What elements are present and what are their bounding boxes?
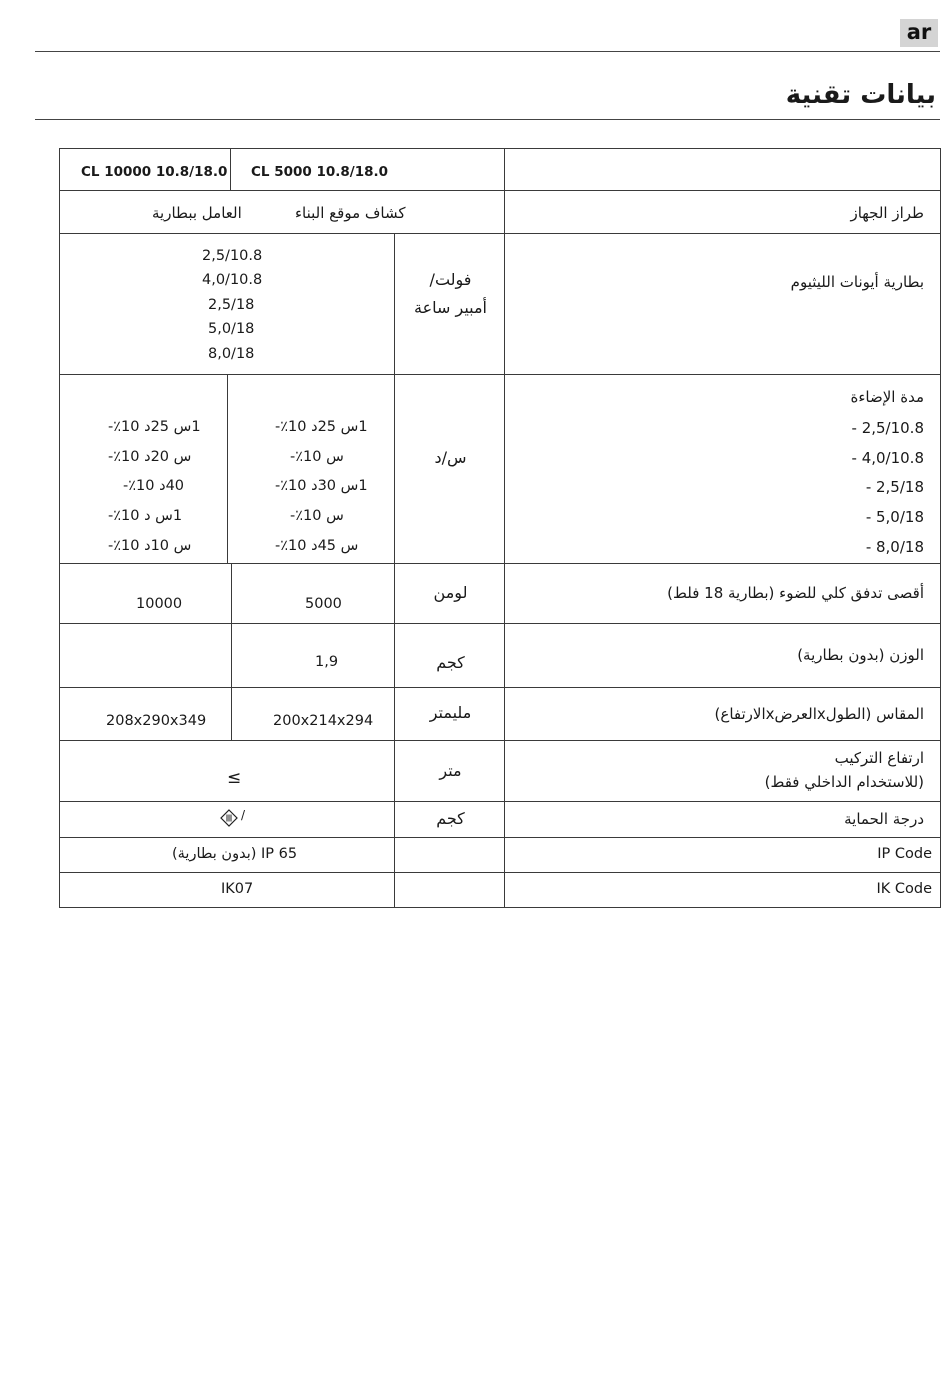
duration-cl10000-4: 1س د 10٪- (108, 508, 183, 524)
ik-code-value-cell (59, 872, 395, 908)
mount-height-label-cell (504, 740, 941, 802)
flux-label: أقصى تدفق كلي للضوء (بطارية 18 فلط) (667, 584, 924, 602)
duration-cl10000-3: 40د 10٪- (123, 478, 185, 494)
protection-value: / (241, 808, 246, 822)
battery-label-cell (504, 233, 941, 375)
dimensions-cl10000-value: 208x290x349 (106, 713, 207, 729)
protection-unit-cell (394, 801, 505, 838)
flux-label-cell (504, 563, 941, 624)
ip-code-label: IP Code (877, 846, 932, 862)
ip-code-value-cell (59, 837, 395, 873)
duration-sub-5: 8,0/18 - (865, 538, 924, 556)
battery-value-3: 2,5/18 (208, 297, 255, 313)
mount-height-unit-cell (394, 740, 505, 802)
ip-code-value: IP 65 (بدون بطارية) (172, 846, 298, 862)
duration-cl5000-4: س 10٪- (290, 508, 344, 524)
ik-code-unit-cell (394, 872, 505, 908)
battery-values-cell (59, 233, 395, 375)
duration-cl10000-cell (59, 374, 228, 564)
duration-sub-3: 2,5/18 - (865, 478, 924, 496)
device-type-label: طراز الجهاز (850, 204, 924, 222)
battery-value-4: 5,0/18 (208, 321, 255, 337)
battery-unit-line1: فولت/ (429, 270, 472, 289)
duration-label-cell (504, 374, 941, 564)
device-type-value-cell (59, 190, 505, 234)
weight-label: الوزن (بدون بطارية) (797, 646, 924, 664)
battery-label: بطارية أيونات الليثيوم (790, 273, 924, 291)
ik-code-label: IK Code (876, 881, 932, 897)
duration-sub-1: 2,5/10.8 - (851, 419, 924, 437)
duration-cl5000-3: 1س 30د 10٪- (275, 478, 368, 494)
duration-cl5000-2: س 10٪- (290, 449, 344, 465)
mount-height-label-line1: ارتفاع التركيب (834, 749, 924, 767)
mount-height-unit: متر (439, 761, 462, 780)
duration-cl5000-5: س 45د 10٪- (275, 538, 359, 554)
protection-value-cell (59, 801, 395, 838)
model-header-cl5000 (230, 148, 505, 191)
protection-label-cell (504, 801, 941, 838)
dimensions-cl5000-cell (231, 687, 395, 741)
dimensions-cl10000-cell (59, 687, 232, 741)
language-badge: ar (900, 19, 938, 47)
page-title: بيانات تقنية (785, 80, 936, 110)
dimensions-cl5000-value: 200x214x294 (273, 713, 374, 729)
battery-unit-line2: أمبير ساعة (414, 298, 487, 317)
weight-cl10000-cell (59, 623, 232, 688)
weight-label-cell (504, 623, 941, 688)
duration-cl10000-2: س 20د 10٪- (108, 449, 192, 465)
mount-height-label-line2: (للاستخدام الداخلي فقط) (764, 773, 924, 791)
battery-value-2: 4,0/10.8 (202, 272, 263, 288)
model-cl5000-label: CL 5000 10.8/18.0 (251, 164, 389, 180)
ip-code-unit-cell (394, 837, 505, 873)
duration-cl10000-5: س 10د 10٪- (108, 538, 192, 554)
duration-cl5000-cell (227, 374, 395, 564)
protection-class-icon (220, 809, 238, 827)
weight-unit-cell (394, 623, 505, 688)
duration-unit-cell (394, 374, 505, 564)
duration-label: مدة الإضاءة (850, 388, 924, 406)
flux-cl10000-value: 10000 (136, 596, 183, 612)
model-header-label-cell (504, 148, 941, 191)
protection-label: درجة الحماية (844, 810, 924, 828)
protection-unit: كجم (436, 809, 465, 828)
dimensions-unit: مليمتر (429, 703, 472, 722)
dimensions-label: المقاس (الطولxالعرضxالارتفاع) (714, 705, 924, 723)
duration-cl5000-1: 1س 25د 10٪- (275, 419, 368, 435)
mount-height-value: ≤ (227, 768, 242, 788)
flux-unit: لومن (433, 583, 468, 602)
battery-unit-cell (394, 233, 505, 375)
dimensions-unit-cell (394, 687, 505, 741)
device-type-value-left: العامل ببطارية (152, 204, 242, 222)
flux-cl5000-cell (231, 563, 395, 624)
ik-code-value: IK07 (221, 881, 254, 897)
model-cl10000-label: CL 10000 10.8/18.0 (81, 164, 228, 180)
duration-sub-4: 5,0/18 - (865, 508, 924, 526)
weight-unit: كجم (436, 653, 465, 672)
flux-unit-cell (394, 563, 505, 624)
weight-cl5000-cell (231, 623, 395, 688)
battery-value-5: 8,0/18 (208, 346, 255, 362)
device-type-label-cell (504, 190, 941, 234)
duration-cl10000-1: 1س 25د 10٪- (108, 419, 201, 435)
mount-height-value-cell (59, 740, 395, 802)
duration-unit: س/د (434, 448, 467, 467)
device-type-value-right: كشاف موقع البناء (295, 204, 406, 222)
title-rule (35, 119, 940, 120)
header-rule (35, 51, 940, 52)
flux-cl10000-cell (59, 563, 232, 624)
ik-code-label-cell (504, 872, 941, 908)
weight-cl5000-value: 1,9 (315, 654, 339, 670)
duration-sub-2: 4,0/10.8 - (851, 449, 924, 467)
battery-value-1: 2,5/10.8 (202, 248, 263, 264)
dimensions-label-cell (504, 687, 941, 741)
ip-code-label-cell (504, 837, 941, 873)
model-header-cl10000 (59, 148, 231, 191)
flux-cl5000-value: 5000 (305, 596, 342, 612)
